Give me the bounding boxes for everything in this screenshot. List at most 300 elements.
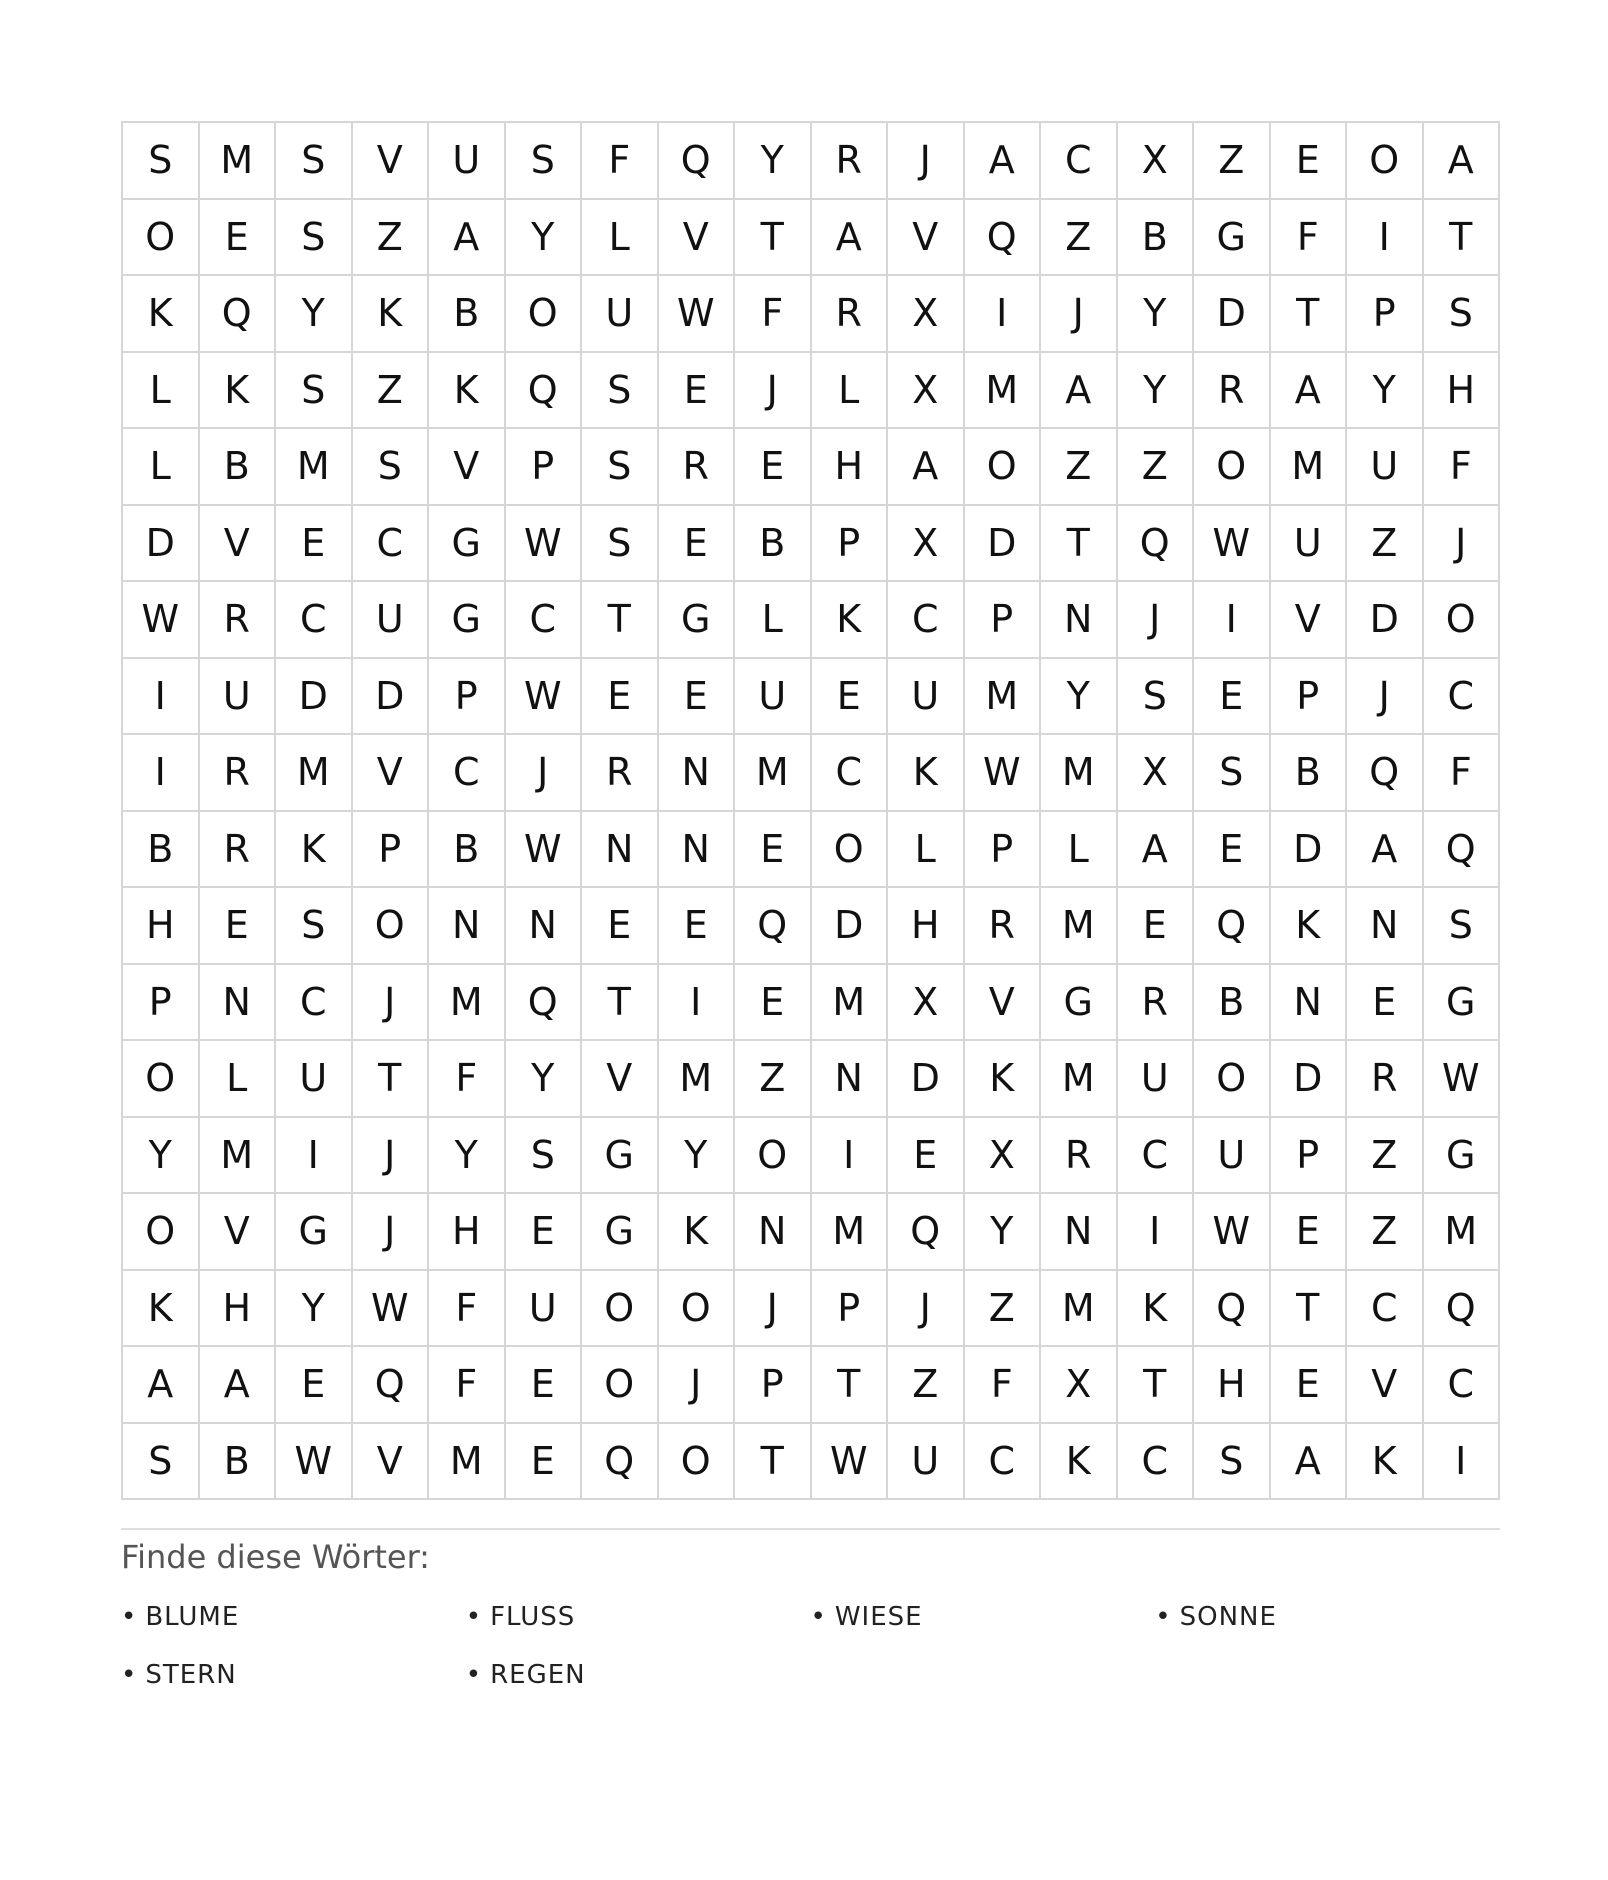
grid-cell[interactable]: Y [123, 1118, 200, 1195]
grid-cell[interactable]: U [735, 659, 812, 736]
grid-cell[interactable]: M [1041, 888, 1118, 965]
grid-cell[interactable]: O [123, 1041, 200, 1118]
grid-cell[interactable]: I [1424, 1424, 1501, 1501]
grid-cell[interactable]: J [735, 1271, 812, 1348]
grid-cell[interactable]: N [582, 812, 659, 889]
grid-cell[interactable]: B [200, 429, 277, 506]
grid-cell[interactable]: P [506, 429, 583, 506]
grid-cell[interactable]: E [1194, 659, 1271, 736]
grid-cell[interactable]: O [965, 429, 1042, 506]
grid-cell[interactable]: A [1424, 123, 1501, 200]
grid-cell[interactable]: B [429, 276, 506, 353]
grid-cell[interactable]: D [353, 659, 430, 736]
grid-cell[interactable]: W [1424, 1041, 1501, 1118]
grid-cell[interactable]: E [1271, 1347, 1348, 1424]
grid-cell[interactable]: W [1194, 1194, 1271, 1271]
grid-cell[interactable]: B [123, 812, 200, 889]
grid-cell[interactable]: W [276, 1424, 353, 1501]
grid-cell[interactable]: Y [1118, 276, 1195, 353]
grid-cell[interactable]: A [888, 429, 965, 506]
grid-cell[interactable]: B [735, 506, 812, 583]
grid-cell[interactable]: B [429, 812, 506, 889]
grid-cell[interactable]: E [200, 200, 277, 277]
grid-cell[interactable]: U [429, 123, 506, 200]
grid-cell[interactable]: C [965, 1424, 1042, 1501]
grid-cell[interactable]: W [123, 582, 200, 659]
grid-cell[interactable]: Z [1347, 1118, 1424, 1195]
grid-cell[interactable]: O [1194, 429, 1271, 506]
grid-cell[interactable]: G [429, 506, 506, 583]
grid-cell[interactable]: C [506, 582, 583, 659]
grid-cell[interactable]: J [1347, 659, 1424, 736]
grid-cell[interactable]: E [659, 659, 736, 736]
grid-cell[interactable]: O [123, 200, 200, 277]
grid-cell[interactable]: Z [353, 200, 430, 277]
grid-cell[interactable]: P [1271, 659, 1348, 736]
grid-cell[interactable]: Z [965, 1271, 1042, 1348]
grid-cell[interactable]: E [659, 353, 736, 430]
grid-cell[interactable]: X [888, 353, 965, 430]
grid-cell[interactable]: V [1347, 1347, 1424, 1424]
grid-cell[interactable]: X [888, 506, 965, 583]
grid-cell[interactable]: C [429, 735, 506, 812]
grid-cell[interactable]: L [123, 353, 200, 430]
grid-cell[interactable]: O [582, 1347, 659, 1424]
grid-cell[interactable]: E [735, 429, 812, 506]
grid-cell[interactable]: Y [429, 1118, 506, 1195]
grid-cell[interactable]: S [582, 429, 659, 506]
grid-cell[interactable]: E [1347, 965, 1424, 1042]
grid-cell[interactable]: S [123, 123, 200, 200]
grid-cell[interactable]: W [1194, 506, 1271, 583]
grid-cell[interactable]: E [1118, 888, 1195, 965]
grid-cell[interactable]: E [735, 812, 812, 889]
grid-cell[interactable]: S [1118, 659, 1195, 736]
grid-cell[interactable]: O [735, 1118, 812, 1195]
grid-cell[interactable]: G [276, 1194, 353, 1271]
grid-cell[interactable]: A [1271, 1424, 1348, 1501]
grid-cell[interactable]: P [812, 506, 889, 583]
grid-cell[interactable]: G [582, 1118, 659, 1195]
grid-cell[interactable]: Y [506, 200, 583, 277]
grid-cell[interactable]: H [123, 888, 200, 965]
grid-cell[interactable]: M [1271, 429, 1348, 506]
grid-cell[interactable]: Y [1347, 353, 1424, 430]
grid-cell[interactable]: I [659, 965, 736, 1042]
grid-cell[interactable]: C [888, 582, 965, 659]
grid-cell[interactable]: D [1271, 812, 1348, 889]
grid-cell[interactable]: A [123, 1347, 200, 1424]
grid-cell[interactable]: P [812, 1271, 889, 1348]
grid-cell[interactable]: D [276, 659, 353, 736]
grid-cell[interactable]: M [429, 965, 506, 1042]
grid-cell[interactable]: U [1194, 1118, 1271, 1195]
grid-cell[interactable]: B [200, 1424, 277, 1501]
grid-cell[interactable]: P [965, 812, 1042, 889]
grid-cell[interactable]: R [582, 735, 659, 812]
grid-cell[interactable]: O [582, 1271, 659, 1348]
grid-cell[interactable]: Z [1041, 200, 1118, 277]
grid-cell[interactable]: C [812, 735, 889, 812]
grid-cell[interactable]: V [582, 1041, 659, 1118]
grid-cell[interactable]: A [1118, 812, 1195, 889]
grid-cell[interactable]: H [1194, 1347, 1271, 1424]
grid-cell[interactable]: M [812, 965, 889, 1042]
grid-cell[interactable]: A [1271, 353, 1348, 430]
grid-cell[interactable]: K [200, 353, 277, 430]
grid-cell[interactable]: S [582, 506, 659, 583]
grid-cell[interactable]: O [1424, 582, 1501, 659]
grid-cell[interactable]: P [965, 582, 1042, 659]
grid-cell[interactable]: V [353, 1424, 430, 1501]
grid-cell[interactable]: D [812, 888, 889, 965]
grid-cell[interactable]: S [506, 1118, 583, 1195]
grid-cell[interactable]: R [965, 888, 1042, 965]
grid-cell[interactable]: Z [888, 1347, 965, 1424]
grid-cell[interactable]: Q [1194, 888, 1271, 965]
grid-cell[interactable]: G [1424, 1118, 1501, 1195]
grid-cell[interactable]: I [123, 735, 200, 812]
grid-cell[interactable]: E [1271, 123, 1348, 200]
grid-cell[interactable]: A [1041, 353, 1118, 430]
grid-cell[interactable]: K [1041, 1424, 1118, 1501]
grid-cell[interactable]: G [1041, 965, 1118, 1042]
grid-cell[interactable]: K [888, 735, 965, 812]
grid-cell[interactable]: Q [200, 276, 277, 353]
grid-cell[interactable]: K [123, 1271, 200, 1348]
grid-cell[interactable]: X [965, 1118, 1042, 1195]
grid-cell[interactable]: X [1041, 1347, 1118, 1424]
grid-cell[interactable]: D [965, 506, 1042, 583]
grid-cell[interactable]: P [735, 1347, 812, 1424]
grid-cell[interactable]: W [506, 659, 583, 736]
grid-cell[interactable]: U [1347, 429, 1424, 506]
grid-cell[interactable]: B [1271, 735, 1348, 812]
grid-cell[interactable]: K [1347, 1424, 1424, 1501]
grid-cell[interactable]: Z [735, 1041, 812, 1118]
grid-cell[interactable]: V [353, 735, 430, 812]
grid-cell[interactable]: X [1118, 735, 1195, 812]
grid-cell[interactable]: U [888, 1424, 965, 1501]
grid-cell[interactable]: W [506, 812, 583, 889]
grid-cell[interactable]: F [429, 1347, 506, 1424]
grid-cell[interactable]: U [353, 582, 430, 659]
grid-cell[interactable]: N [429, 888, 506, 965]
grid-cell[interactable]: L [812, 353, 889, 430]
grid-cell[interactable]: C [1118, 1118, 1195, 1195]
grid-cell[interactable]: L [888, 812, 965, 889]
grid-cell[interactable]: E [735, 965, 812, 1042]
grid-cell[interactable]: S [1194, 735, 1271, 812]
grid-cell[interactable]: V [888, 200, 965, 277]
grid-cell[interactable]: F [582, 123, 659, 200]
grid-cell[interactable]: J [888, 1271, 965, 1348]
grid-cell[interactable]: K [429, 353, 506, 430]
grid-cell[interactable]: O [812, 812, 889, 889]
grid-cell[interactable]: K [965, 1041, 1042, 1118]
grid-cell[interactable]: G [582, 1194, 659, 1271]
grid-cell[interactable]: Z [1041, 429, 1118, 506]
grid-cell[interactable]: R [812, 276, 889, 353]
grid-cell[interactable]: D [1347, 582, 1424, 659]
grid-cell[interactable]: S [276, 888, 353, 965]
grid-cell[interactable]: F [1424, 429, 1501, 506]
grid-cell[interactable]: G [1194, 200, 1271, 277]
grid-cell[interactable]: R [200, 812, 277, 889]
grid-cell[interactable]: V [200, 506, 277, 583]
grid-cell[interactable]: H [1424, 353, 1501, 430]
grid-cell[interactable]: J [735, 353, 812, 430]
grid-cell[interactable]: F [1271, 200, 1348, 277]
grid-cell[interactable]: R [200, 735, 277, 812]
grid-cell[interactable]: E [659, 506, 736, 583]
grid-cell[interactable]: E [1271, 1194, 1348, 1271]
grid-cell[interactable]: H [812, 429, 889, 506]
grid-cell[interactable]: Y [1041, 659, 1118, 736]
grid-cell[interactable]: T [812, 1347, 889, 1424]
grid-cell[interactable]: A [1347, 812, 1424, 889]
grid-cell[interactable]: Y [659, 1118, 736, 1195]
grid-cell[interactable]: J [353, 1194, 430, 1271]
grid-cell[interactable]: B [1118, 200, 1195, 277]
grid-cell[interactable]: Y [1118, 353, 1195, 430]
grid-cell[interactable]: Q [1424, 812, 1501, 889]
grid-cell[interactable]: N [1041, 1194, 1118, 1271]
grid-cell[interactable]: F [429, 1041, 506, 1118]
grid-cell[interactable]: T [735, 1424, 812, 1501]
grid-cell[interactable]: N [1347, 888, 1424, 965]
grid-cell[interactable]: P [429, 659, 506, 736]
grid-cell[interactable]: W [353, 1271, 430, 1348]
grid-cell[interactable]: V [1271, 582, 1348, 659]
grid-cell[interactable]: A [200, 1347, 277, 1424]
grid-cell[interactable]: M [965, 353, 1042, 430]
grid-cell[interactable]: B [1194, 965, 1271, 1042]
grid-cell[interactable]: U [888, 659, 965, 736]
grid-cell[interactable]: E [1194, 812, 1271, 889]
grid-cell[interactable]: H [429, 1194, 506, 1271]
grid-cell[interactable]: E [888, 1118, 965, 1195]
grid-cell[interactable]: Y [965, 1194, 1042, 1271]
grid-cell[interactable]: D [888, 1041, 965, 1118]
grid-cell[interactable]: D [123, 506, 200, 583]
grid-cell[interactable]: S [506, 123, 583, 200]
grid-cell[interactable]: J [353, 1118, 430, 1195]
grid-cell[interactable]: Z [1194, 123, 1271, 200]
grid-cell[interactable]: G [1424, 965, 1501, 1042]
grid-cell[interactable]: Z [1347, 506, 1424, 583]
grid-cell[interactable]: K [1118, 1271, 1195, 1348]
grid-cell[interactable]: U [200, 659, 277, 736]
grid-cell[interactable]: V [659, 200, 736, 277]
grid-cell[interactable]: L [735, 582, 812, 659]
grid-cell[interactable]: T [1271, 1271, 1348, 1348]
grid-cell[interactable]: C [276, 965, 353, 1042]
grid-cell[interactable]: N [1041, 582, 1118, 659]
grid-cell[interactable]: M [200, 123, 277, 200]
grid-cell[interactable]: O [659, 1271, 736, 1348]
grid-cell[interactable]: R [1347, 1041, 1424, 1118]
grid-cell[interactable]: K [659, 1194, 736, 1271]
grid-cell[interactable]: O [1194, 1041, 1271, 1118]
grid-cell[interactable]: N [659, 735, 736, 812]
grid-cell[interactable]: L [123, 429, 200, 506]
grid-cell[interactable]: T [1041, 506, 1118, 583]
grid-cell[interactable]: S [123, 1424, 200, 1501]
grid-cell[interactable]: I [1118, 1194, 1195, 1271]
grid-cell[interactable]: C [1041, 123, 1118, 200]
grid-cell[interactable]: J [888, 123, 965, 200]
grid-cell[interactable]: M [659, 1041, 736, 1118]
grid-cell[interactable]: F [429, 1271, 506, 1348]
grid-cell[interactable]: E [276, 1347, 353, 1424]
grid-cell[interactable]: Q [965, 200, 1042, 277]
grid-cell[interactable]: H [888, 888, 965, 965]
grid-cell[interactable]: K [812, 582, 889, 659]
grid-cell[interactable]: R [812, 123, 889, 200]
grid-cell[interactable]: F [735, 276, 812, 353]
grid-cell[interactable]: Q [1424, 1271, 1501, 1348]
grid-cell[interactable]: N [735, 1194, 812, 1271]
grid-cell[interactable]: Y [506, 1041, 583, 1118]
grid-cell[interactable]: S [1424, 888, 1501, 965]
grid-cell[interactable]: M [1041, 735, 1118, 812]
grid-cell[interactable]: T [1271, 276, 1348, 353]
grid-cell[interactable]: E [506, 1194, 583, 1271]
grid-cell[interactable]: O [659, 1424, 736, 1501]
grid-cell[interactable]: W [965, 735, 1042, 812]
grid-cell[interactable]: V [353, 123, 430, 200]
grid-cell[interactable]: Q [1194, 1271, 1271, 1348]
grid-cell[interactable]: I [965, 276, 1042, 353]
grid-cell[interactable]: S [276, 200, 353, 277]
grid-cell[interactable]: A [965, 123, 1042, 200]
grid-cell[interactable]: J [353, 965, 430, 1042]
grid-cell[interactable]: N [506, 888, 583, 965]
grid-cell[interactable]: Z [1347, 1194, 1424, 1271]
grid-cell[interactable]: E [200, 888, 277, 965]
grid-cell[interactable]: V [965, 965, 1042, 1042]
grid-cell[interactable]: K [123, 276, 200, 353]
grid-cell[interactable]: W [812, 1424, 889, 1501]
grid-cell[interactable]: X [888, 276, 965, 353]
grid-cell[interactable]: G [659, 582, 736, 659]
grid-cell[interactable]: M [1041, 1041, 1118, 1118]
grid-cell[interactable]: I [276, 1118, 353, 1195]
grid-cell[interactable]: A [429, 200, 506, 277]
grid-cell[interactable]: X [1118, 123, 1195, 200]
grid-cell[interactable]: I [812, 1118, 889, 1195]
grid-cell[interactable]: C [1118, 1424, 1195, 1501]
grid-cell[interactable]: Q [353, 1347, 430, 1424]
grid-cell[interactable]: U [582, 276, 659, 353]
grid-cell[interactable]: M [429, 1424, 506, 1501]
grid-cell[interactable]: S [1424, 276, 1501, 353]
grid-cell[interactable]: E [659, 888, 736, 965]
grid-cell[interactable]: M [1424, 1194, 1501, 1271]
grid-cell[interactable]: I [1194, 582, 1271, 659]
grid-cell[interactable]: M [276, 735, 353, 812]
grid-cell[interactable]: R [659, 429, 736, 506]
grid-cell[interactable]: L [1041, 812, 1118, 889]
grid-cell[interactable]: X [888, 965, 965, 1042]
grid-cell[interactable]: T [582, 582, 659, 659]
grid-cell[interactable]: K [353, 276, 430, 353]
grid-cell[interactable]: N [659, 812, 736, 889]
grid-cell[interactable]: Q [1347, 735, 1424, 812]
grid-cell[interactable]: S [1194, 1424, 1271, 1501]
grid-cell[interactable]: T [1118, 1347, 1195, 1424]
grid-cell[interactable]: J [659, 1347, 736, 1424]
grid-cell[interactable]: G [429, 582, 506, 659]
grid-cell[interactable]: P [1271, 1118, 1348, 1195]
grid-cell[interactable]: T [735, 200, 812, 277]
grid-cell[interactable]: M [812, 1194, 889, 1271]
grid-cell[interactable]: R [1041, 1118, 1118, 1195]
grid-cell[interactable]: L [582, 200, 659, 277]
grid-cell[interactable]: E [582, 659, 659, 736]
grid-cell[interactable]: C [1347, 1271, 1424, 1348]
grid-cell[interactable]: P [353, 812, 430, 889]
grid-cell[interactable]: P [1347, 276, 1424, 353]
grid-cell[interactable]: Z [353, 353, 430, 430]
grid-cell[interactable]: U [276, 1041, 353, 1118]
grid-cell[interactable]: O [1347, 123, 1424, 200]
grid-cell[interactable]: Q [582, 1424, 659, 1501]
grid-cell[interactable]: U [1118, 1041, 1195, 1118]
grid-cell[interactable]: K [1271, 888, 1348, 965]
grid-cell[interactable]: N [200, 965, 277, 1042]
grid-cell[interactable]: Q [506, 353, 583, 430]
grid-cell[interactable]: I [1347, 200, 1424, 277]
grid-cell[interactable]: O [123, 1194, 200, 1271]
grid-cell[interactable]: U [1271, 506, 1348, 583]
grid-cell[interactable]: L [200, 1041, 277, 1118]
grid-cell[interactable]: C [353, 506, 430, 583]
grid-cell[interactable]: E [582, 888, 659, 965]
grid-cell[interactable]: M [276, 429, 353, 506]
grid-cell[interactable]: E [506, 1424, 583, 1501]
grid-cell[interactable]: J [506, 735, 583, 812]
grid-cell[interactable]: E [276, 506, 353, 583]
grid-cell[interactable]: F [965, 1347, 1042, 1424]
grid-cell[interactable]: J [1424, 506, 1501, 583]
grid-cell[interactable]: S [276, 353, 353, 430]
grid-cell[interactable]: T [353, 1041, 430, 1118]
grid-cell[interactable]: W [659, 276, 736, 353]
grid-cell[interactable]: F [1424, 735, 1501, 812]
grid-cell[interactable]: Y [276, 276, 353, 353]
grid-cell[interactable]: M [200, 1118, 277, 1195]
grid-cell[interactable]: O [506, 276, 583, 353]
grid-cell[interactable]: J [1118, 582, 1195, 659]
grid-cell[interactable]: T [582, 965, 659, 1042]
grid-cell[interactable]: S [276, 123, 353, 200]
grid-cell[interactable]: S [582, 353, 659, 430]
grid-cell[interactable]: T [1424, 200, 1501, 277]
grid-cell[interactable]: Q [659, 123, 736, 200]
grid-cell[interactable]: Q [888, 1194, 965, 1271]
grid-cell[interactable]: I [123, 659, 200, 736]
grid-cell[interactable]: V [429, 429, 506, 506]
grid-cell[interactable]: O [353, 888, 430, 965]
grid-cell[interactable]: Q [1118, 506, 1195, 583]
grid-cell[interactable]: P [123, 965, 200, 1042]
grid-cell[interactable]: Y [735, 123, 812, 200]
grid-cell[interactable]: D [1194, 276, 1271, 353]
grid-cell[interactable]: C [276, 582, 353, 659]
grid-cell[interactable]: R [1194, 353, 1271, 430]
